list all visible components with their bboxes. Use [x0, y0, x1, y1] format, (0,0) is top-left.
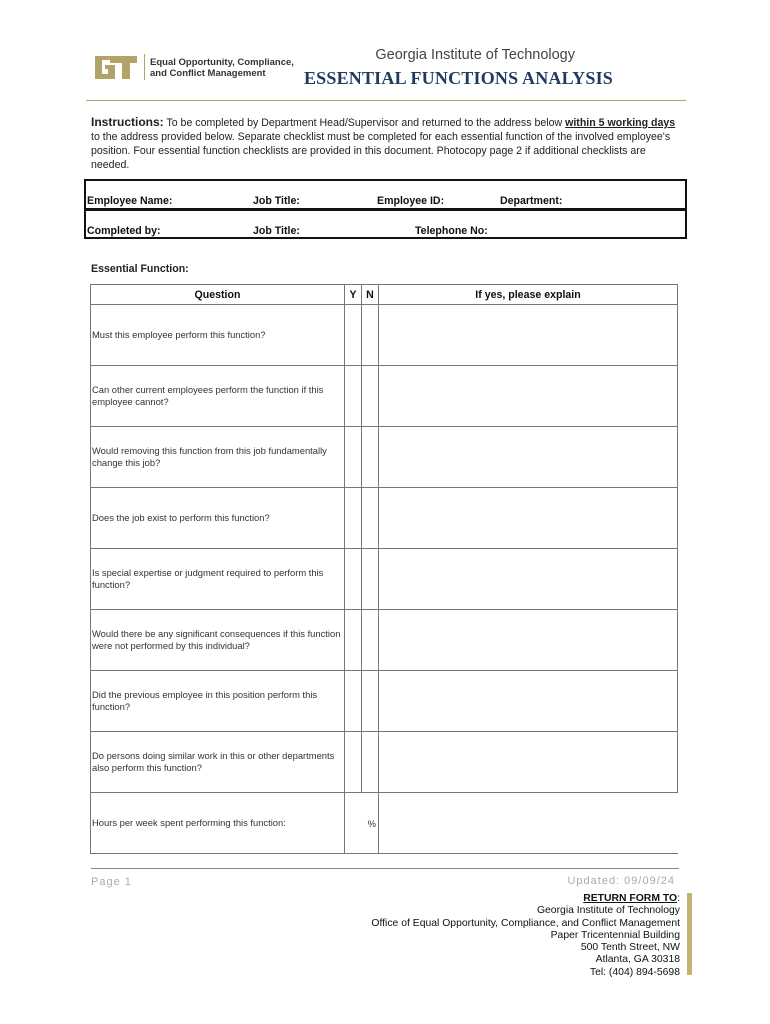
yes-checkbox[interactable]: [345, 549, 362, 610]
table-row: [91, 671, 678, 732]
explanation-field[interactable]: [379, 366, 678, 427]
table-row: [91, 366, 678, 427]
no-checkbox[interactable]: [362, 671, 379, 732]
table-row: [91, 549, 678, 610]
completer-job-title-field[interactable]: Job Title:: [253, 225, 300, 237]
table-row: [91, 488, 678, 549]
question-table: [90, 284, 678, 854]
table-header-row: [91, 285, 678, 305]
return-address: [340, 893, 680, 979]
no-checkbox[interactable]: [362, 427, 379, 488]
question-text: Would removing this function from this job fundamentally change this job?: [91, 427, 345, 488]
yes-checkbox[interactable]: [345, 488, 362, 549]
telephone-field[interactable]: Telephone No:: [415, 225, 488, 237]
footer-rule: [91, 868, 679, 869]
logo-line-1: Equal Opportunity, Compliance,: [150, 57, 294, 68]
institution-name: Georgia Institute of Technology: [375, 47, 575, 63]
explanation-field[interactable]: [379, 488, 678, 549]
page-number: Page 1: [91, 876, 132, 888]
header-rule: [86, 100, 686, 101]
question-text: Can other current employees perform the function if this employee cannot?: [91, 366, 345, 427]
table-row: [91, 610, 678, 671]
yes-checkbox[interactable]: [345, 610, 362, 671]
no-header: N: [362, 285, 379, 305]
yes-checkbox[interactable]: [345, 671, 362, 732]
no-checkbox[interactable]: [362, 366, 379, 427]
question-text: Do persons doing similar work in this or other departments also perform this function?: [91, 732, 345, 793]
address-line: 500 Tenth Street, NW: [580, 942, 680, 954]
question-text: Did the previous employee in this position perform this function?: [91, 671, 345, 732]
no-checkbox[interactable]: [362, 549, 379, 610]
address-line: Atlanta, GA 30318: [595, 954, 680, 966]
instructions-text-2: to the address provided below. Separate checklist must be completed for each essential function of the involved employee's position. Four essential function checklists are provided in this document. Photocopy page 2 if additional checklists are needed.: [91, 131, 671, 171]
explanation-field[interactable]: [379, 732, 678, 793]
question-header: Question: [91, 285, 345, 305]
hours-label: Hours per week spent performing this function:: [91, 793, 345, 854]
instructions: [91, 115, 686, 172]
explanation-field[interactable]: [379, 610, 678, 671]
question-text: Is special expertise or judgment required to perform this function?: [91, 549, 345, 610]
instructions-text-1: To be completed by Department Head/Supervisor and returned to the address below: [163, 117, 566, 129]
question-text: Does the job exist to perform this function?: [91, 488, 345, 549]
question-text: Must this employee perform this function?: [91, 305, 345, 366]
completed-by-field[interactable]: Completed by:: [87, 225, 161, 237]
table-row: [91, 732, 678, 793]
return-to-label: RETURN FORM TO: [583, 893, 678, 904]
logo-line-2: and Conflict Management: [150, 68, 266, 79]
hours-blank: [379, 793, 678, 854]
hours-percent-field[interactable]: %: [345, 793, 379, 854]
gt-logo-icon: [93, 52, 139, 82]
no-checkbox[interactable]: [362, 610, 379, 671]
explanation-field[interactable]: [379, 549, 678, 610]
explanation-field[interactable]: [379, 305, 678, 366]
employee-name-field[interactable]: Employee Name:: [87, 195, 173, 207]
return-heading: [340, 893, 680, 905]
employee-box-divider: [84, 208, 687, 211]
yes-checkbox[interactable]: [345, 305, 362, 366]
document-title: ESSENTIAL FUNCTIONS ANALYSIS: [303, 68, 613, 88]
address-line: Georgia Institute of Technology: [536, 905, 680, 917]
logo-text: [150, 57, 294, 79]
updated-date: Updated: 09/09/24: [567, 875, 675, 887]
question-text: Would there be any significant consequences if this function were not performed by this individual?: [91, 610, 345, 671]
address-line: Office of Equal Opportunity, Compliance, and Conflict Management: [371, 917, 680, 929]
yes-checkbox[interactable]: [345, 366, 362, 427]
explanation-field[interactable]: [379, 671, 678, 732]
employee-id-field[interactable]: Employee ID:: [377, 195, 445, 207]
address-line: Paper Tricentennial Building: [550, 929, 680, 941]
explanation-field[interactable]: [379, 427, 678, 488]
gold-accent-bar: [687, 893, 692, 975]
no-checkbox[interactable]: [362, 305, 379, 366]
logo-divider: [144, 54, 145, 80]
table-row: [91, 305, 678, 366]
hours-row: [91, 793, 678, 854]
job-title-field[interactable]: Job Title:: [253, 195, 300, 207]
instructions-deadline: within 5 working days: [565, 117, 676, 129]
no-checkbox[interactable]: [362, 732, 379, 793]
yes-checkbox[interactable]: [345, 732, 362, 793]
no-checkbox[interactable]: [362, 488, 379, 549]
yes-header: Y: [345, 285, 362, 305]
yes-checkbox[interactable]: [345, 427, 362, 488]
return-colon: :: [677, 893, 680, 904]
essential-function-label: Essential Function:: [91, 263, 189, 275]
department-field[interactable]: Department:: [500, 195, 563, 207]
instructions-lead: Instructions:: [91, 115, 164, 129]
explain-header: If yes, please explain: [379, 285, 678, 305]
address-line: Tel: (404) 894-5698: [589, 966, 680, 978]
table-row: [91, 427, 678, 488]
